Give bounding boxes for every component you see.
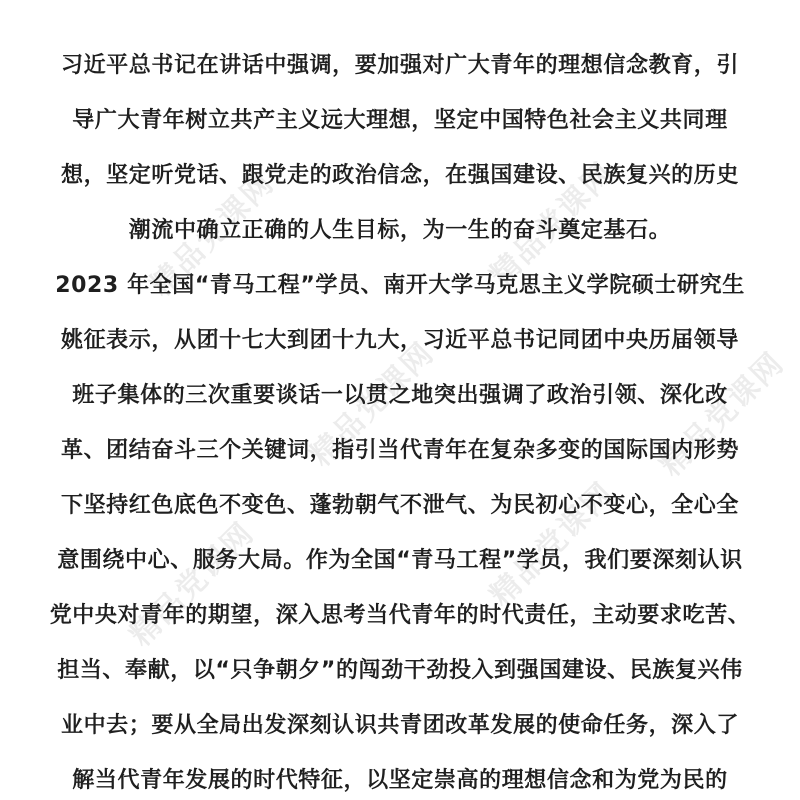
- text-line: 担当、奉献，以“只争朝夕”的闯劲干劲投入到强国建设、民族复兴伟: [57, 658, 743, 683]
- text-line: 班子集体的三次重要谈话一以贯之地突出强调了政治引领、深化改: [72, 383, 728, 408]
- watermark: 精品党课网: [123, 515, 262, 654]
- text-line: 潮流中确立正确的人生目标，为一生的奋斗奠定基石。: [128, 218, 672, 243]
- text-line: 解当代青年发展的时代特征，以坚定崇高的理想信念和为党为民的: [72, 768, 728, 793]
- watermark: 精品党课网: [143, 165, 282, 304]
- text-line: 意围绕中心、服务大局。作为全国“青马工程”学员，我们要深刻认识: [57, 548, 743, 573]
- text-line: 下坚持红色底色不变色、蓬勃朝气不泄气、为民初心不变心，全心全: [60, 493, 739, 518]
- text-line: 业中去；要从全局出发深刻认识共青团改革发展的使命任务，深入了: [60, 713, 739, 738]
- text-line: 导广大青年树立共产主义远大理想，坚定中国特色社会主义共同理: [72, 108, 728, 133]
- watermark: 精品党课网: [303, 335, 442, 474]
- text-line: 2023 年全国“青马工程”学员、南开大学马克思主义学院硕士研究生: [55, 273, 745, 298]
- text-line: 想，坚定听党话、跟党走的政治信念，在强国建设、民族复兴的历史: [60, 163, 739, 188]
- watermark: 精品党课网: [653, 345, 792, 484]
- text-line: 党中央对青年的期望，深入思考当代青年的时代责任，主动要求吃苦、: [49, 603, 751, 628]
- watermark: 精品党课网: [483, 475, 622, 614]
- text-line: 习近平总书记在讲话中强调，要加强对广大青年的理想信念教育，引: [60, 53, 739, 78]
- text-line: 姚征表示，从团十七大到团十九大，习近平总书记同团中央历届领导: [60, 328, 739, 353]
- watermark: 精品党课网: [483, 155, 622, 294]
- text-line: 革、团结奋斗三个关键词，指引当代青年在复杂多变的国际国内形势: [60, 438, 739, 463]
